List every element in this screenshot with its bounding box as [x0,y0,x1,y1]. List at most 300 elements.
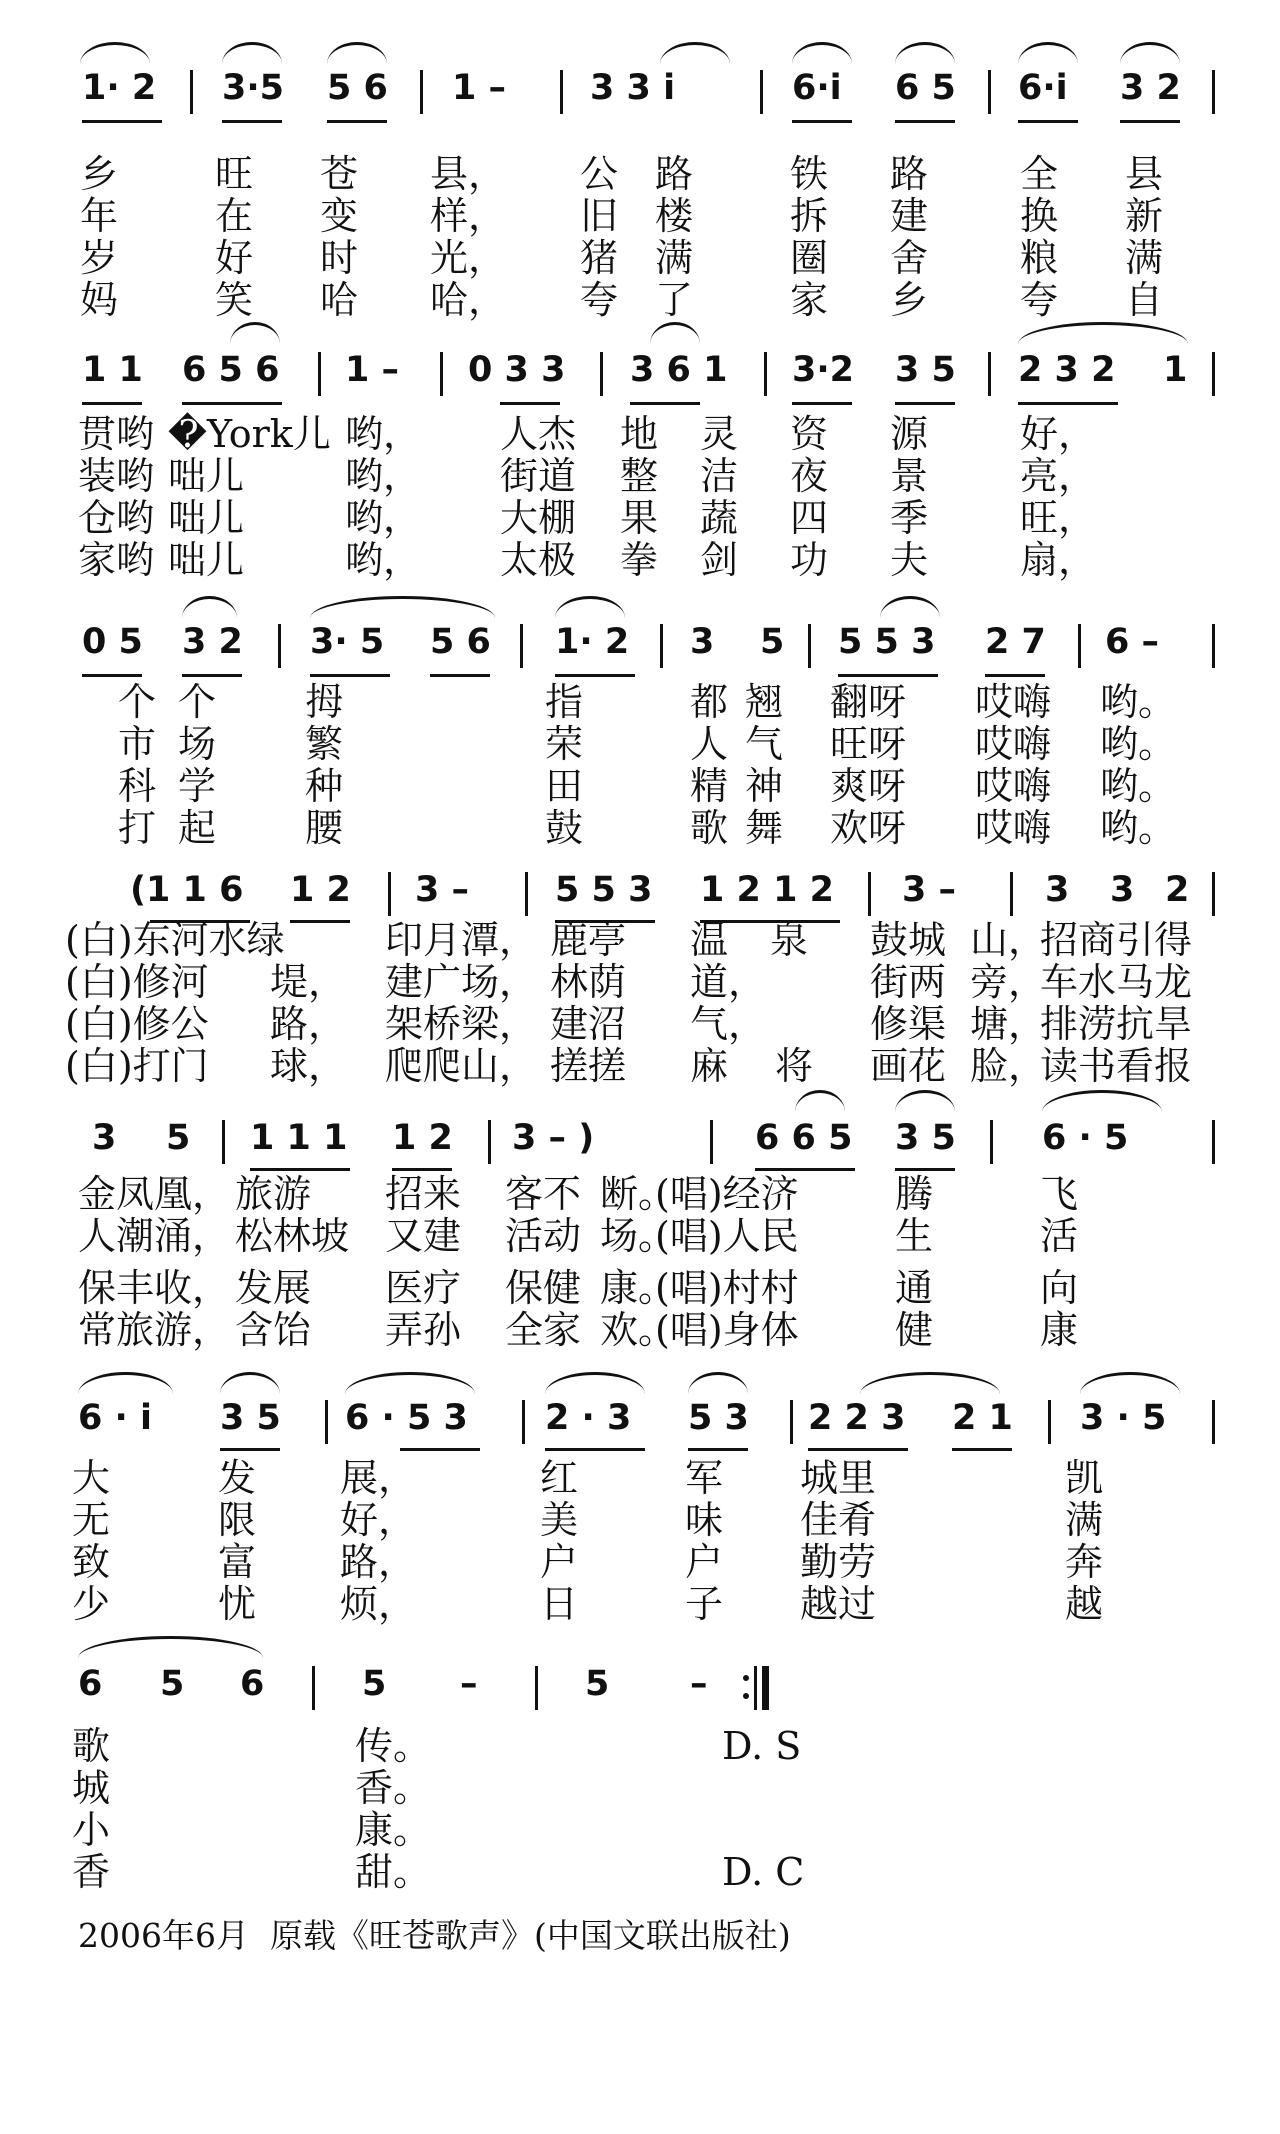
lyric: 剑 [700,538,739,582]
lyric-line [0,1808,1280,1852]
lyric: 神 [745,764,784,808]
beam [545,1448,645,1451]
barline [420,70,423,114]
lyric: 印月潭， [385,918,538,962]
note-group: 1 2 [290,870,351,910]
lyric-line [0,412,1280,456]
lyric: 人 [690,722,729,766]
lyric-line [0,764,1280,808]
lyric-line [0,806,1280,850]
slur [220,1372,280,1394]
barline [1212,1120,1215,1164]
lyric-line [0,1456,1280,1500]
lyric: 通 [895,1266,934,1310]
lyric: 康。 [600,1266,677,1310]
lyric: 功 [790,538,829,582]
lyric: 弄孙 [385,1308,462,1352]
lyric: 妈 [80,278,119,322]
lyric-line [0,278,1280,322]
barline [388,872,391,916]
lyric: 科 [118,764,157,808]
beam [792,120,852,123]
note-group: 5 5 3 [555,870,653,910]
lyric: 旅游 [235,1172,312,1216]
lyric: 街两 [870,960,947,1004]
barline [520,624,523,668]
lyric: 车水马龙 [1040,960,1193,1004]
lyric: 县， [430,152,507,196]
lyric: 活动 [505,1214,582,1258]
note-group: 0 3 3 [468,350,566,390]
lyric: 指 [545,680,584,724]
lyric: 康。 [355,1808,432,1852]
note-group: 1 1 [82,350,143,390]
note-group: 5 [160,1664,185,1704]
beam [688,1448,748,1451]
note-group: 3·5 [222,68,285,108]
lyric: (白)修河 [65,960,209,1004]
lyric: 越 [1065,1582,1104,1626]
lyric: 翘 [745,680,784,724]
beam [182,402,282,405]
barline [325,1400,328,1444]
lyric: 资 [790,412,829,456]
lyric: 路 [890,152,929,196]
lyric: 都 [690,680,729,724]
beam [327,120,387,123]
beam [792,402,852,405]
lyric: 生 [895,1214,934,1258]
slur [222,42,282,64]
slur [182,596,237,618]
slur [80,42,150,64]
lyric: 大棚 [500,496,577,540]
slur [230,322,280,344]
lyric-line [0,1540,1280,1584]
lyric-line [0,1002,1280,1046]
note-group: 2 1 [952,1398,1013,1438]
beam [310,674,390,677]
note-group: 3 3 i [590,68,676,108]
da-capo-mark: D. C [722,1850,805,1894]
note-group: 6 – [1105,622,1160,662]
lyric: 满 [1065,1498,1104,1542]
slur [1018,322,1188,344]
lyric: 季 [890,496,929,540]
lyric: 建 [890,194,929,238]
lyric: 新 [1125,194,1164,238]
lyric: 常旅游， [78,1308,231,1352]
lyric: 飞 [1040,1172,1079,1216]
note-group: 6 [78,1664,103,1704]
note-group: 3 – ) [512,1118,595,1158]
lyric: 贯哟 [78,412,155,456]
lyric: 鼓 [545,806,584,850]
notes-row-7 [0,1654,1280,1714]
lyric: 了 [655,278,694,322]
lyric: 发展 [235,1266,312,1310]
lyric: 岁 [80,236,119,280]
lyric: 旧 [580,194,619,238]
beam [838,674,938,677]
lyric: (唱)身体 [655,1308,799,1352]
lyric: (唱)村村 [655,1266,799,1310]
barline [988,352,991,396]
lyric: 亮， [1020,454,1097,498]
lyric: 路， [340,1540,417,1584]
lyric: 金凤凰， [78,1172,231,1216]
note-group: 1 1 1 [250,1118,348,1158]
slur [1042,1090,1162,1112]
notes-row-5 [0,1108,1280,1168]
lyric: 夸 [580,278,619,322]
lyric: 展， [340,1456,417,1500]
lyric: 画花 [870,1044,947,1088]
note-group: 5 [362,1664,387,1704]
lyric: 腾 [895,1172,934,1216]
note-group: 6·i [792,68,842,108]
lyric-line [0,1766,1280,1810]
lyric: 灵 [700,412,739,456]
lyric: 球， [270,1044,347,1088]
lyric-line [0,194,1280,238]
lyric: 红 [540,1456,579,1500]
beam [500,402,560,405]
beam [220,1448,280,1451]
lyric: 精 [690,764,729,808]
note-group: 3 · 5 [1080,1398,1167,1438]
lyric: 场 [178,722,217,766]
lyric: 向 [1040,1266,1079,1310]
note-group: 2 [1165,870,1190,910]
beam [895,402,955,405]
note-group: 3 2 [182,622,243,662]
lyric: 松林坡 [235,1214,350,1258]
lyric: 勤劳 [800,1540,877,1584]
lyric: 架桥梁， [385,1002,538,1046]
lyric: 无 [72,1498,111,1542]
lyric: 子 [685,1582,724,1626]
barline [868,872,871,916]
lyric: 忧 [218,1582,257,1626]
lyric: 楼 [655,194,694,238]
lyric: 起 [178,806,217,850]
beam [555,674,635,677]
lyric-line [0,1724,1280,1768]
note-group: 3 2 [1120,68,1181,108]
slur [860,1372,1000,1394]
lyric: (白)修公 [65,1002,209,1046]
slur [1018,42,1078,64]
beam [222,120,282,123]
lyric: 断。 [600,1172,677,1216]
lyric: 蔬 [700,496,739,540]
repeat-barline-thick [762,1666,769,1710]
slur [895,1090,955,1112]
beam [400,1448,480,1451]
lyric: 哟。 [1100,722,1177,766]
note-group: 2 3 2 [1018,350,1116,390]
lyric: 路， [270,1002,347,1046]
lyric: 哟， [345,538,422,582]
lyric: 建沼 [550,1002,627,1046]
lyric: 发 [218,1456,257,1500]
lyric: 美 [540,1498,579,1542]
lyric: 将 [775,1044,814,1088]
lyric: 塘， [970,1002,1047,1046]
lyric: 医疗 [385,1266,462,1310]
lyric: 味 [685,1498,724,1542]
note-group: 3· 5 [310,622,385,662]
note-group: 3 6 1 [630,350,728,390]
lyric: 哟， [345,496,422,540]
lyric: 哎嗨 [975,764,1052,808]
lyric: 个 [118,680,157,724]
lyric: 腰 [305,806,344,850]
lyric: 苍 [320,152,359,196]
lyric: 甜。 [355,1850,432,1894]
lyric-line [0,496,1280,540]
lyric: 人潮涌， [78,1214,231,1258]
lyric: 富 [218,1540,257,1584]
note-group: 6 5 [895,68,956,108]
barline [1212,624,1215,668]
slur [895,42,955,64]
lyric: 四 [790,496,829,540]
lyric: 换 [1020,194,1059,238]
lyric: 传。 [355,1724,432,1768]
lyric: 年 [80,194,119,238]
note-group: 3 5 [220,1398,281,1438]
lyric: 修渠 [870,1002,947,1046]
lyric: 仓哟 [78,496,155,540]
lyric: 麻 [690,1044,729,1088]
lyric-line [0,722,1280,766]
lyric: 哟。 [1100,806,1177,850]
lyric: 哟， [345,454,422,498]
note-group: 6 · 5 [1042,1118,1129,1158]
barline [440,352,443,396]
lyric: 街道 [500,454,577,498]
lyric: 建广场， [385,960,538,1004]
slur [688,1372,748,1394]
lyric: 哎嗨 [975,806,1052,850]
lyric: 市 [118,722,157,766]
note-group: 2 2 3 [808,1398,906,1438]
note-group: 1 2 [392,1118,453,1158]
slur [78,1372,173,1394]
lyric: 扇， [1020,538,1097,582]
lyric: 香 [72,1850,111,1894]
lyric: 夫 [890,538,929,582]
lyric: 城里 [800,1456,877,1500]
lyric-line [0,1582,1280,1626]
lyric-line [0,960,1280,1004]
barline [535,1666,538,1710]
lyric: 保丰收， [78,1266,231,1310]
lyric: 歌 [690,806,729,850]
lyric: 城 [72,1766,111,1810]
barline [1048,1400,1051,1444]
barline [222,1120,225,1164]
note-group: 1 – [452,68,507,108]
lyric: 脸， [970,1044,1047,1088]
lyric: 乡 [890,278,929,322]
lyric: 时 [320,236,359,280]
barline [1212,352,1215,396]
slur [78,1636,263,1658]
lyric: 致 [72,1540,111,1584]
slur [310,596,495,618]
lyric: 户 [685,1540,724,1584]
lyric: 在 [215,194,254,238]
note-group: 5 [585,1664,610,1704]
barline [790,1400,793,1444]
lyric: 日 [540,1582,579,1626]
repeat-dot [743,1675,749,1681]
lyric: 铁 [790,152,829,196]
lyric-line [0,236,1280,280]
lyric: 翻呀 [830,680,907,724]
barline [760,70,763,114]
lyric: 源 [890,412,929,456]
lyric: 夜 [790,454,829,498]
lyric: 全 [1020,152,1059,196]
beam [82,402,142,405]
beam [182,674,242,677]
slur [555,596,625,618]
lyric: (白)打门 [65,1044,209,1088]
beam [952,1448,1012,1451]
lyric: 哟。 [1100,680,1177,724]
lyric: 搓搓 [550,1044,627,1088]
note-group: 3 [690,622,715,662]
lyric: 林荫 [550,960,627,1004]
note-group: 3 [1045,870,1070,910]
slur [880,596,940,618]
source-note: 2006年6月 原载《旺苍歌声》(中国文联出版社) [78,1916,791,1955]
barline [808,624,811,668]
note-group: 3 [1110,870,1135,910]
lyric: 气 [745,722,784,766]
note-group: 5 3 [688,1398,749,1438]
lyric: 舞 [745,806,784,850]
note-group: 5 6 [327,68,388,108]
lyric: 全家 [505,1308,582,1352]
lyric: 景 [890,454,929,498]
note-group: (1 1 6 [130,870,244,910]
lyric: 客不 [505,1172,582,1216]
beam [430,674,490,677]
barline [660,624,663,668]
lyric: 拇 [305,680,344,724]
lyric: 招来 [385,1172,462,1216]
lyric: 排涝抗旱 [1040,1002,1193,1046]
note-group: 6 [240,1664,265,1704]
lyric: 咄儿 [168,538,245,582]
lyric: 堤， [270,960,347,1004]
lyric: 学 [178,764,217,808]
lyric: 鹿亭 [550,918,627,962]
lyric: 哎嗨 [975,680,1052,724]
slur [545,1372,645,1394]
beam [808,1448,908,1451]
note-group: 1 [1163,350,1188,390]
note-group: 6 6 5 [755,1118,853,1158]
lyric: 圈 [790,236,829,280]
barline [1212,1400,1215,1444]
beam [985,674,1045,677]
barline [525,872,528,916]
lyric: 样， [430,194,507,238]
barline [560,70,563,114]
lyric: 户 [540,1540,579,1584]
repeat-barline-thin [754,1666,757,1710]
notes-row-4 [0,860,1280,920]
lyric: 县 [1125,152,1164,196]
lyric: 洁 [700,454,739,498]
lyric: 欢呀 [830,806,907,850]
lyric: 满 [655,236,694,280]
barline [710,1120,713,1164]
barline [990,1120,993,1164]
lyric: 旺呀 [830,722,907,766]
lyric: 哟， [345,412,422,456]
lyric: 旺， [1020,496,1097,540]
slur [792,42,852,64]
note-group: 3 – [902,870,957,910]
lyric: 山， [970,918,1047,962]
repeat-dot [743,1693,749,1699]
lyric: 自 [1125,278,1164,322]
lyric: 读书看报 [1040,1044,1193,1088]
lyric: 猪 [580,236,619,280]
lyric: 小 [72,1808,111,1852]
lyric-line [0,1266,1280,1310]
lyric: 康 [1040,1308,1079,1352]
lyric: 温 [690,918,729,962]
lyric: 鼓城 [870,918,947,962]
lyric: 咄儿 [168,454,245,498]
lyric: 少 [72,1582,111,1626]
note-group: 6 · i [78,1398,153,1438]
lyric: 家 [790,278,829,322]
lyric-line [0,538,1280,582]
lyric: 场。 [600,1214,677,1258]
beam [630,402,700,405]
note-group: 3 5 [895,1118,956,1158]
slur [345,1372,475,1394]
barline [488,1120,491,1164]
lyric-line [0,454,1280,498]
beam [895,120,955,123]
note-group: 3 5 [895,350,956,390]
lyric: 限 [218,1498,257,1542]
note-group: – [460,1664,478,1704]
lyric-line [0,152,1280,196]
note-group: 6 5 6 [182,350,280,390]
lyric: 香。 [355,1766,432,1810]
dal-segno-mark: D. S [722,1724,802,1768]
note-group: 3 [92,1118,117,1158]
lyric: 越过 [800,1582,877,1626]
lyric-line [0,1308,1280,1352]
lyric-line [0,1498,1280,1542]
barline [764,352,767,396]
note-group: 1· 2 [555,622,630,662]
barline [312,1666,315,1710]
lyric: 爬爬山， [385,1044,538,1088]
